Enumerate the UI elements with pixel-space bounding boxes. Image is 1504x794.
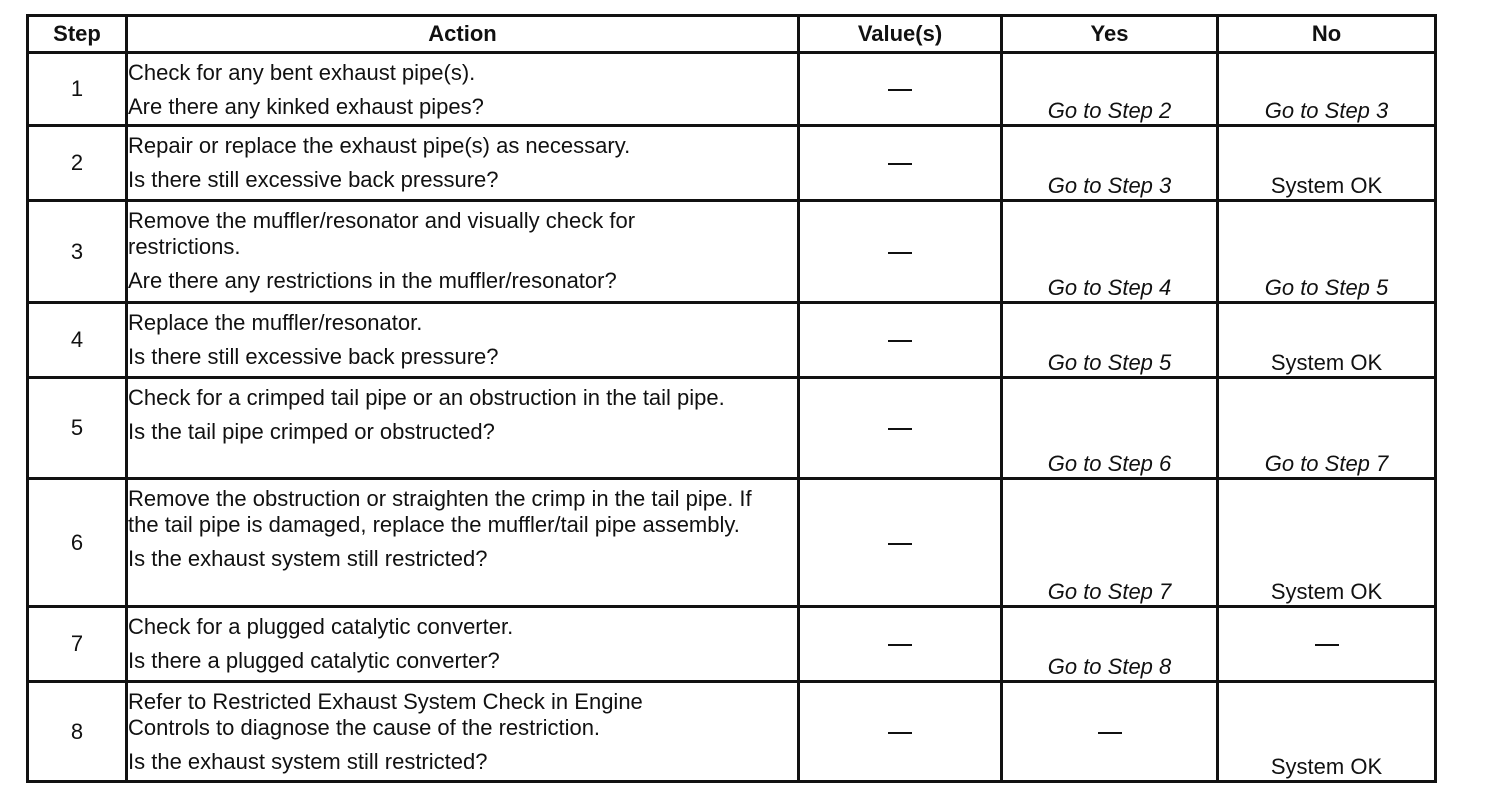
action-cell	[127, 126, 799, 201]
table-row	[28, 378, 1436, 479]
dash-mark	[888, 89, 912, 91]
dash-mark	[1315, 644, 1339, 646]
no-cell: Go to Step 5	[1218, 201, 1436, 303]
action-text: Refer to Restricted Exhaust System Check in Engine Controls to diagnose the cause of the restriction.	[128, 689, 643, 740]
no-cell: Go to Step 7	[1218, 378, 1436, 479]
action-text: Check for a plugged catalytic converter.	[128, 614, 514, 639]
value-cell	[799, 378, 1002, 479]
value-cell	[799, 607, 1002, 682]
action-question: Is the exhaust system still restricted?	[128, 749, 488, 774]
header-step: Step	[28, 16, 127, 53]
value-cell	[799, 201, 1002, 303]
action-text: Check for a crimped tail pipe or an obstruction in the tail pipe.	[128, 385, 725, 410]
step-number: 8	[28, 682, 127, 782]
yes-cell: Go to Step 2	[1002, 53, 1218, 126]
action-question: Are there any restrictions in the muffler/resonator?	[128, 268, 617, 293]
step-number: 4	[28, 303, 127, 378]
action-question: Is the tail pipe crimped or obstructed?	[128, 419, 495, 444]
action-question: Is the exhaust system still restricted?	[128, 546, 488, 571]
action-question: Is there a plugged catalytic converter?	[128, 648, 500, 673]
step-number: 3	[28, 201, 127, 303]
value-cell	[799, 682, 1002, 782]
step-number: 7	[28, 607, 127, 682]
yes-cell: Go to Step 6	[1002, 378, 1218, 479]
dash-mark	[888, 543, 912, 545]
action-cell	[127, 201, 799, 303]
no-cell: System OK	[1218, 682, 1436, 782]
yes-cell: Go to Step 4	[1002, 201, 1218, 303]
dash-mark	[888, 428, 912, 430]
dash-mark	[888, 732, 912, 734]
table-row	[28, 682, 1436, 782]
action-cell	[127, 53, 799, 126]
action-question: Is there still excessive back pressure?	[128, 167, 499, 192]
no-cell	[1218, 607, 1436, 682]
step-number: 2	[28, 126, 127, 201]
action-question: Are there any kinked exhaust pipes?	[128, 94, 484, 119]
table-row	[28, 201, 1436, 303]
header-row	[28, 16, 1436, 53]
value-cell	[799, 126, 1002, 201]
dash-mark	[888, 252, 912, 254]
action-text: Replace the muffler/resonator.	[128, 310, 423, 335]
yes-cell: Go to Step 8	[1002, 607, 1218, 682]
table-row	[28, 53, 1436, 126]
dash-mark	[1098, 732, 1122, 734]
yes-cell: Go to Step 3	[1002, 126, 1218, 201]
yes-cell: Go to Step 5	[1002, 303, 1218, 378]
value-cell	[799, 53, 1002, 126]
action-cell	[127, 303, 799, 378]
yes-cell	[1002, 682, 1218, 782]
header-action: Action	[127, 16, 799, 53]
table-row	[28, 303, 1436, 378]
action-question: Is there still excessive back pressure?	[128, 344, 499, 369]
diagnostic-table	[26, 14, 1437, 783]
step-number: 6	[28, 479, 127, 607]
action-text: Check for any bent exhaust pipe(s).	[128, 60, 476, 85]
no-cell: System OK	[1218, 303, 1436, 378]
action-text: Remove the muffler/resonator and visually check for restrictions.	[128, 208, 636, 259]
action-text: Repair or replace the exhaust pipe(s) as necessary.	[128, 133, 631, 158]
step-number: 1	[28, 53, 127, 126]
header-yes: Yes	[1002, 16, 1218, 53]
table-row	[28, 479, 1436, 607]
no-cell: System OK	[1218, 479, 1436, 607]
header-values: Value(s)	[799, 16, 1002, 53]
action-text: Remove the obstruction or straighten the crimp in the tail pipe. If the tail pipe is damaged, replace the muffler/tail pipe assembly.	[128, 486, 752, 537]
no-cell: System OK	[1218, 126, 1436, 201]
action-cell	[127, 607, 799, 682]
value-cell	[799, 479, 1002, 607]
dash-mark	[888, 644, 912, 646]
step-number: 5	[28, 378, 127, 479]
action-cell	[127, 479, 799, 607]
yes-cell: Go to Step 7	[1002, 479, 1218, 607]
action-cell	[127, 378, 799, 479]
table-row	[28, 607, 1436, 682]
no-cell: Go to Step 3	[1218, 53, 1436, 126]
header-no: No	[1218, 16, 1436, 53]
value-cell	[799, 303, 1002, 378]
dash-mark	[888, 340, 912, 342]
table-row	[28, 126, 1436, 201]
dash-mark	[888, 163, 912, 165]
action-cell	[127, 682, 799, 782]
